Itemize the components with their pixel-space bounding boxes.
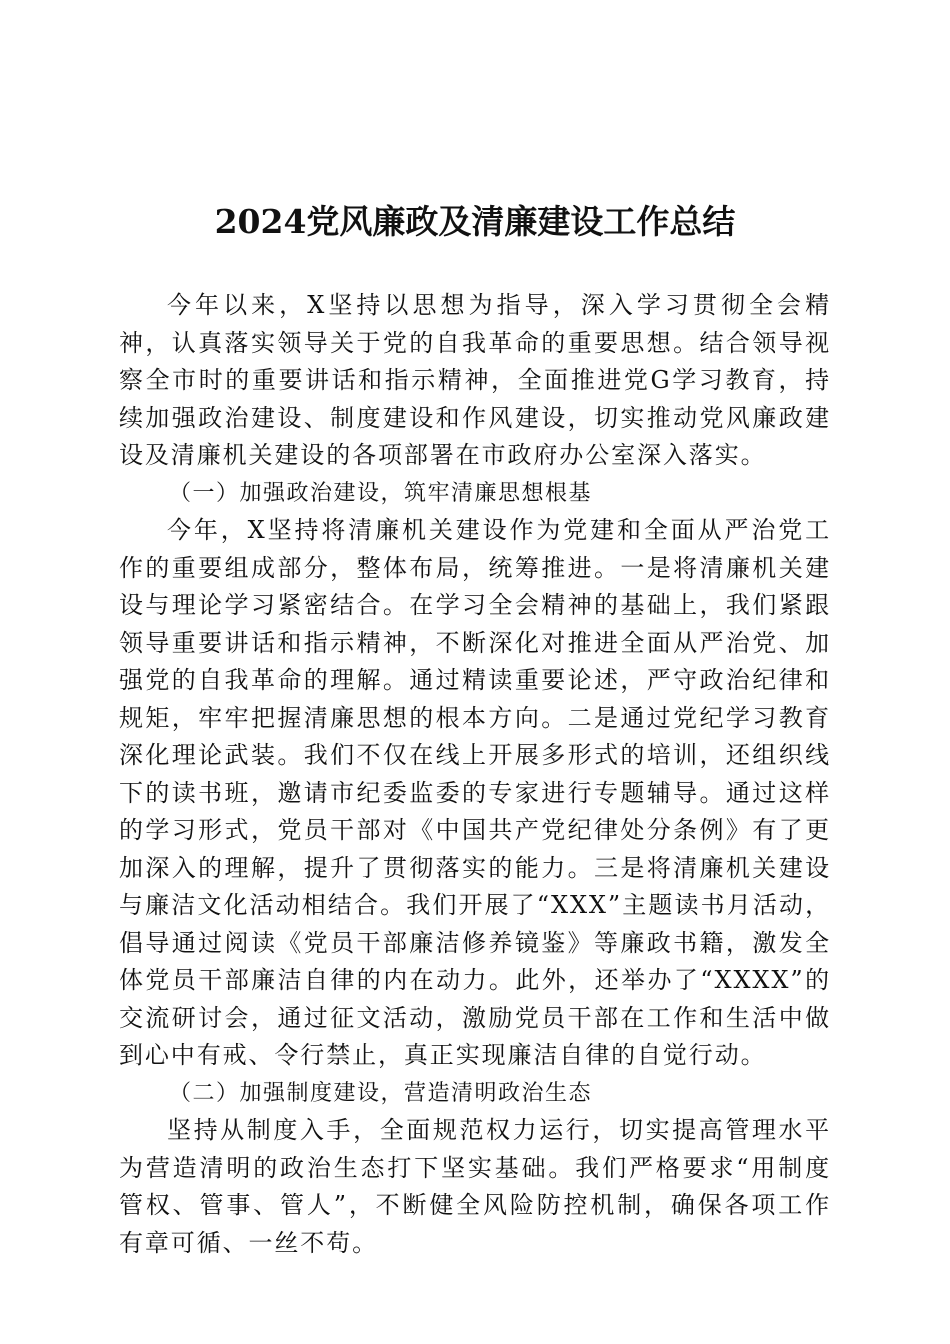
document-body xyxy=(119,287,831,1262)
section-1-paragraph: 今年，X坚持将清廉机关建设作为党建和全面从严治党工作的重要组成部分，整体布局，统筹推进。一是将清廉机关建设与理论学习紧密结合。在学习全会精神的基础上，我们紧跟领导重要讲话和指示精神，不断深化对推进全面从严治党、加强党的自我革命的理解。通过精读重要论述，严守政治纪律和规矩，牢牢把握清廉思想的根本方向。二是通过党纪学习教育深化理论武装。我们不仅在线上开展多形式的培训，还组织线下的读书班，邀请市纪委监委的专家进行专题辅导。通过这样的学习形式，党员干部对《中国共产党纪律处分条例》有了更加深入的理解，提升了贯彻落实的能力。三是将清廉机关建设与廉洁文化活动相结合。我们开展了“XXX”主题读书月活动，倡导通过阅读《党员干部廉洁修养镜鉴》等廉政书籍，激发全体党员干部廉洁自律的内在动力。此外，还举办了“XXXX”的交流研讨会，通过征文活动，激励党员干部在工作和生活中做到心中有戒、令行禁止，真正实现廉洁自律的自觉行动。 xyxy=(119,516,831,1069)
section-2-paragraph: 坚持从制度入手，全面规范权力运行，切实提高管理水平为营造清明的政治生态打下坚实基础。我们严格要求“用制度管权、管事、管人”，不断健全风险防控机制，确保各项工作有章可循、一丝不苟。 xyxy=(119,1116,831,1257)
document-title: 2024党风廉政及清廉建设工作总结 xyxy=(214,202,736,241)
section-heading-2: （二）加强制度建设，营造清明政治生态 xyxy=(169,1080,593,1106)
section-heading-1: （一）加强政治建设，筑牢清廉思想根基 xyxy=(169,480,593,506)
intro-paragraph: 今年以来，X坚持以思想为指导，深入学习贯彻全会精神，认真落实领导关于党的自我革命的重要思想。结合领导视察全市时的重要讲话和指示精神，全面推进党G学习教育，持续加强政治建设、制度建设和作风建设，切实推动党风廉政建设及清廉机关建设的各项部署在市政府办公室深入落实。 xyxy=(119,291,831,469)
